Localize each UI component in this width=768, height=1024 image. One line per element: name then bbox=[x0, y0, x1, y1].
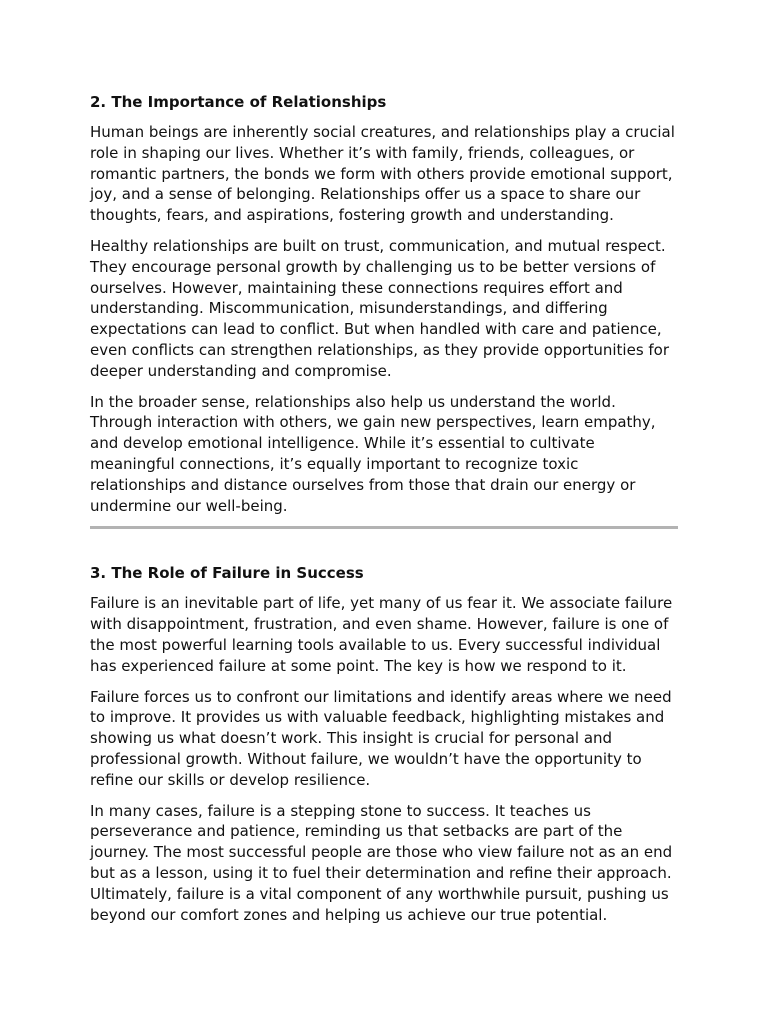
paragraph: Healthy relationships are built on trust, communication, and mutual respect. They encourage personal growth by challenging us to be better versions of ourselves. However, maintaining these connections requires effort and understanding. Miscommunication, misunderstandings, and differing expectations can lead to conflict. But when handled with care and patience, even conflicts can strengthen relationships, as they provide opportunities for deeper understanding and compromise. bbox=[90, 236, 670, 380]
paragraph: In the broader sense, relationships also help us understand the world. Through interaction with others, we gain new perspectives, learn empathy, and develop emotional intelligence. While it’s essential to cultivate meaningful connections, it’s equally important to recognize toxic relationships and distance ourselves from those that drain our energy or undermine our well-being. bbox=[90, 392, 656, 515]
section-title: 2. The Importance of Relationships bbox=[90, 93, 387, 111]
paragraph: Failure is an inevitable part of life, yet many of us fear it. We associate failure with disappointment, frustration, and even shame. However, failure is one of the most powerful learning tools available to us. Every successful individual has experienced failure at some point. The key is how we respond to it. bbox=[90, 594, 673, 675]
paragraph: Human beings are inherently social creatures, and relationships play a crucial role in shaping our lives. Whether it’s with family, friends, colleagues, or romantic partners, the bonds we form with others provide emotional support, joy, and a sense of belonging. Relationships offer us a space to share our thoughts, fears, and aspirations, fostering growth and understanding. bbox=[90, 123, 675, 225]
section-relationships bbox=[90, 92, 678, 516]
section-failure bbox=[90, 563, 678, 925]
section-title: 3. The Role of Failure in Success bbox=[90, 564, 364, 583]
section-divider bbox=[90, 526, 678, 529]
paragraph: Failure forces us to confront our limitations and identify areas where we need to improve. It provides us with valuable feedback, highlighting mistakes and showing us what doesn’t work. This insight is crucial for personal and professional growth. Without failure, we wouldn’t have the opportunity to refine our skills or develop resilience. bbox=[90, 687, 672, 789]
paragraph: In many cases, failure is a stepping stone to success. It teaches us perseverance and patience, reminding us that setbacks are part of the journey. The most successful people are those who view failure not as an end but as a lesson, using it to fuel their determination and refine their approach. Ultimately, failure is a vital component of any worthwhile pursuit, pushing us beyond our comfort zones and helping us achieve our true potential. bbox=[90, 801, 673, 924]
